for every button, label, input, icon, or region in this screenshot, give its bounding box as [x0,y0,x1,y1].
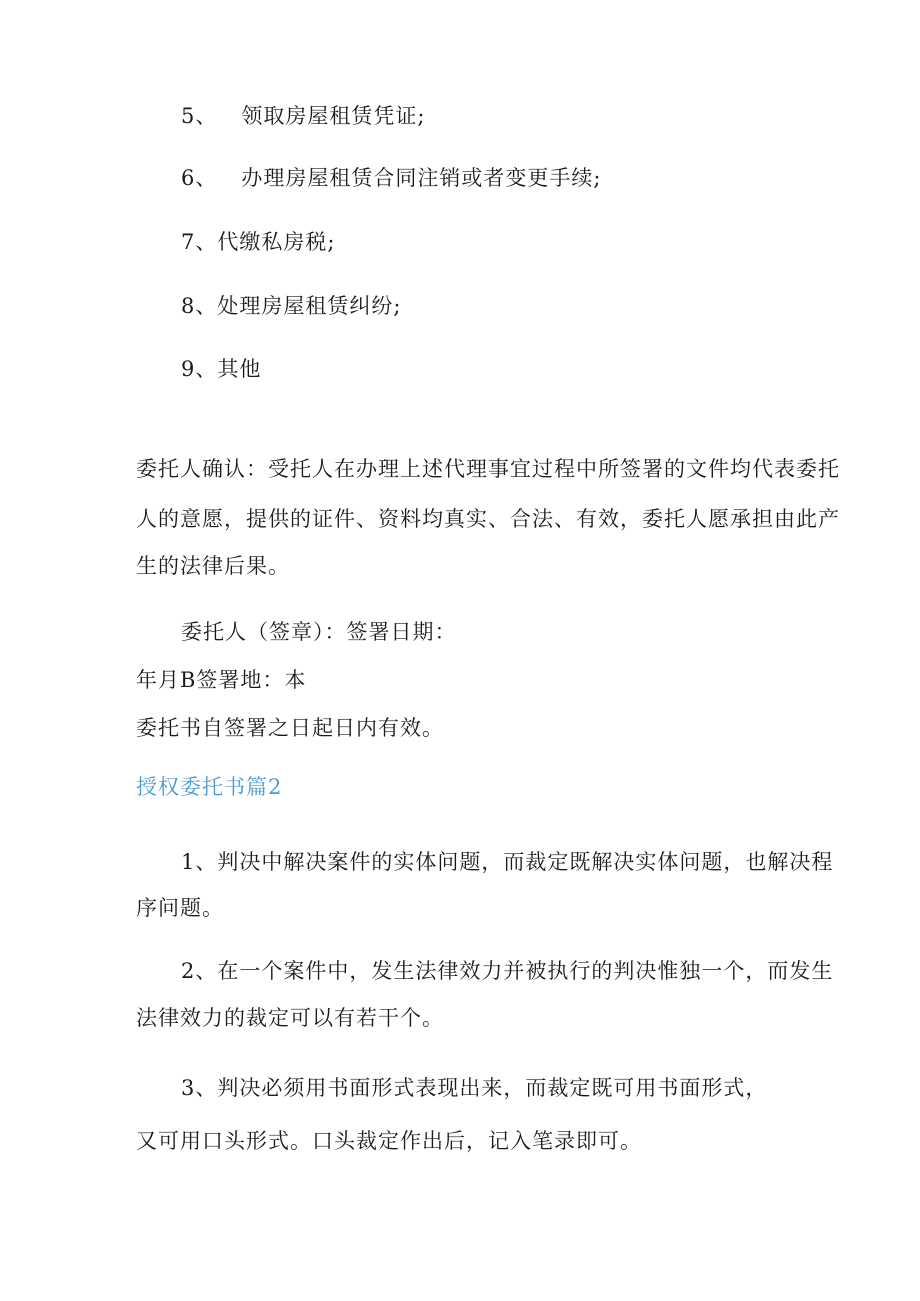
list-item-number: 6、 [181,166,218,190]
confirmation-line-2: 人的意愿，提供的证件、资料均真实、合法、有效，委托人愿承担由此产 [136,507,840,531]
list-item-text: 代缴私房税; [217,230,336,254]
point-1-line-2: 序问题。 [136,896,224,920]
point-1-line-1: 1、判决中解决案件的实体问题，而裁定既解决实体问题，也解决程 [181,850,834,874]
date-place-line: 年月B签署地：本 [136,668,307,692]
list-item-5 [181,102,425,130]
signature-line: 委托人（签章）：签署日期： [181,620,457,644]
point-2-line-2: 法律效力的裁定可以有若干个。 [136,1006,444,1030]
list-item-text: 领取房屋租赁凭证; [241,104,426,128]
section-heading: 授权委托书篇2 [136,775,283,799]
list-item-text: 处理房屋租赁纠纷; [217,294,402,318]
list-item-7 [181,228,335,256]
list-item-number: 7、 [181,230,218,254]
point-3-line-1: 3、判决必须用书面形式表现出来，而裁定既可用书面形式， [181,1076,768,1100]
list-item-9 [181,355,261,383]
point-3-line-2: 又可用口头形式。口头裁定作出后，记入笔录即可。 [136,1129,642,1153]
list-item-number: 5、 [181,104,218,128]
list-item-number: 8、 [181,294,218,318]
confirmation-line-1: 委托人确认：受托人在办理上述代理事宜过程中所签署的文件均代表委托 [136,457,840,481]
point-2-line-1: 2、在一个案件中，发生法律效力并被执行的判决惟独一个，而发生 [181,959,834,983]
list-item-6 [181,164,601,192]
confirmation-line-3: 生的法律后果。 [136,554,290,578]
list-item-text: 其他 [217,357,262,381]
list-item-text: 办理房屋租赁合同注销或者变更手续; [241,166,602,190]
validity-line: 委托书自签署之日起日内有效。 [136,716,444,740]
list-item-number: 9、 [181,357,218,381]
list-item-8 [181,292,401,320]
